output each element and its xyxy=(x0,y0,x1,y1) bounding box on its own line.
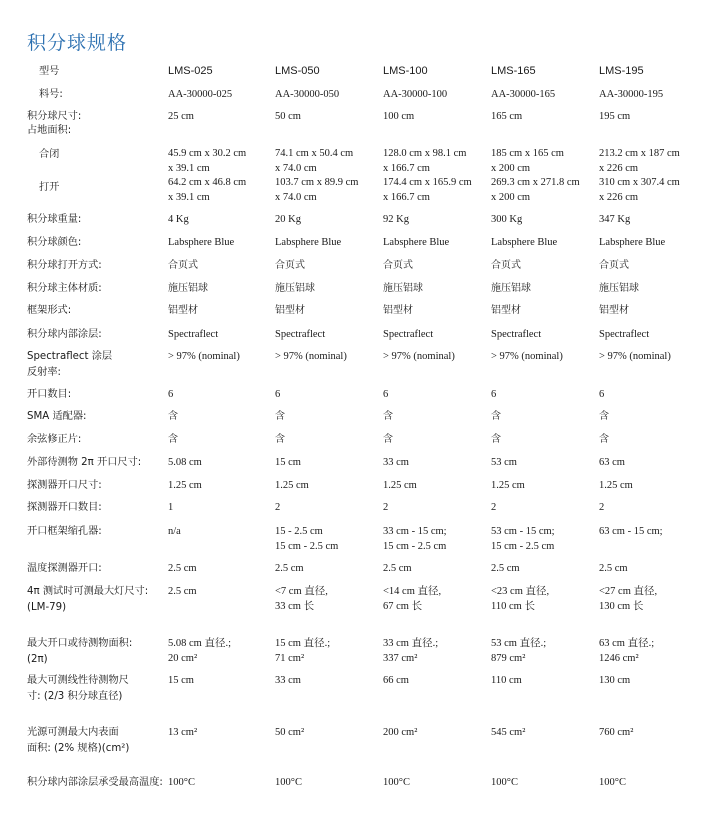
cell-max_lamp-5: <27 cm 直径, xyxy=(599,586,658,597)
cell-max_lamp-3: 67 cm 长 xyxy=(383,601,423,612)
cell-reducers-4: 15 cm - 2.5 cm xyxy=(491,541,555,552)
cell-max_temp-5: 100°C xyxy=(599,777,626,788)
cell-temp_port-3: 2.5 cm xyxy=(383,563,412,574)
cell-max_internal-5: 760 cm² xyxy=(599,727,634,738)
cell-open-2: 103.7 cm x 89.9 cm xyxy=(275,177,359,188)
model-header-1: LMS-025 xyxy=(168,65,213,77)
row-label-max_internal: 光源可测最大内表面 xyxy=(27,727,119,738)
cell-reflectance-1: > 97% (nominal) xyxy=(168,351,240,362)
cell-max_area-5: 1246 cm² xyxy=(599,653,639,664)
cell-coating-1: Spectraflect xyxy=(168,329,219,340)
cell-part_no-4: AA-30000-165 xyxy=(491,89,556,100)
cell-weight-2: 20 Kg xyxy=(275,214,301,225)
cell-weight-5: 347 Kg xyxy=(599,214,631,225)
cell-max_area-2: 15 cm 直径.; xyxy=(275,638,331,649)
row-label-reducers: 开口框架缩孔器: xyxy=(27,526,102,537)
cell-sma-3: 含 xyxy=(383,411,393,422)
cell-max_area-1: 5.08 cm 直径.; xyxy=(168,638,231,649)
row-label-max_lamp: (LM-79) xyxy=(27,602,67,613)
cell-max_lamp-2: 33 cm 长 xyxy=(275,601,315,612)
cell-weight-4: 300 Kg xyxy=(491,214,523,225)
cell-closed-3: 128.0 cm x 98.1 cm xyxy=(383,148,467,159)
cell-reducers-3: 15 cm - 2.5 cm xyxy=(383,541,447,552)
cell-cosine-4: 含 xyxy=(491,434,501,445)
row-label-max_internal: 面积: (2% 规格)(cm²) xyxy=(27,743,130,754)
cell-coating-2: Spectraflect xyxy=(275,329,326,340)
row-label-max_linear: 最大可测线性待测物尺 xyxy=(27,675,129,686)
row-label-temp_port: 温度探测器开口: xyxy=(27,563,102,574)
cell-reducers-2: 15 - 2.5 cm xyxy=(275,526,323,537)
cell-reducers-2: 15 cm - 2.5 cm xyxy=(275,541,339,552)
cell-reflectance-4: > 97% (nominal) xyxy=(491,351,563,362)
cell-max_area-1: 20 cm² xyxy=(168,653,198,664)
cell-max_linear-5: 130 cm xyxy=(599,675,631,686)
cell-ext_port-1: 5.08 cm xyxy=(168,457,202,468)
cell-sphere_size-5: 195 cm xyxy=(599,111,631,122)
cell-ext_port-3: 33 cm xyxy=(383,457,409,468)
cell-material-2: 施压铝球 xyxy=(275,283,315,294)
cell-reflectance-5: > 97% (nominal) xyxy=(599,351,671,362)
cell-det_port_count-3: 2 xyxy=(383,502,389,513)
cell-max_internal-4: 545 cm² xyxy=(491,727,526,738)
cell-sma-5: 含 xyxy=(599,411,609,422)
model-header-4: LMS-165 xyxy=(491,65,536,77)
cell-max_lamp-4: 110 cm 长 xyxy=(491,601,535,612)
cell-open-4: 269.3 cm x 271.8 cm xyxy=(491,177,580,188)
cell-max_area-4: 879 cm² xyxy=(491,653,526,664)
row-label-det_port_count: 探测器开口数目: xyxy=(27,502,102,513)
cell-closed-5: x 226 cm xyxy=(599,163,639,174)
cell-color-1: Labsphere Blue xyxy=(168,237,235,248)
row-label-max_area: 最大开口或待测物面积: xyxy=(27,638,133,649)
cell-max_temp-3: 100°C xyxy=(383,777,410,788)
row-label-coating: 积分球内部涂层: xyxy=(27,329,102,340)
cell-part_no-3: AA-30000-100 xyxy=(383,89,448,100)
cell-sma-4: 含 xyxy=(491,411,501,422)
cell-ext_port-4: 53 cm xyxy=(491,457,517,468)
cell-temp_port-2: 2.5 cm xyxy=(275,563,304,574)
cell-closed-5: 213.2 cm x 187 cm xyxy=(599,148,680,159)
cell-open-3: 174.4 cm x 165.9 cm xyxy=(383,177,472,188)
cell-closed-1: 45.9 cm x 30.2 cm xyxy=(168,148,247,159)
cell-det_port_count-4: 2 xyxy=(491,502,497,513)
cell-cosine-3: 含 xyxy=(383,434,393,445)
row-label-footprint: 占地面积: xyxy=(27,125,72,136)
row-label-max_lamp: 4π 测试时可测最大灯尺寸: xyxy=(27,586,149,597)
model-header-5: LMS-195 xyxy=(599,65,644,77)
row-label-part_no: 料号: xyxy=(39,89,63,100)
cell-sphere_size-1: 25 cm xyxy=(168,111,194,122)
cell-max_area-3: 33 cm 直径.; xyxy=(383,638,439,649)
cell-max_lamp-3: <14 cm 直径, xyxy=(383,586,442,597)
model-header-2: LMS-050 xyxy=(275,65,320,77)
row-label-max_linear: 寸: (2/3 积分球直径) xyxy=(27,691,123,702)
cell-cosine-2: 含 xyxy=(275,434,285,445)
cell-det_port_size-1: 1.25 cm xyxy=(168,480,202,491)
cell-closed-3: x 166.7 cm xyxy=(383,163,430,174)
cell-max_lamp-5: 130 cm 长 xyxy=(599,601,644,612)
cell-max_linear-2: 33 cm xyxy=(275,675,301,686)
cell-closed-2: 74.1 cm x 50.4 cm xyxy=(275,148,354,159)
cell-closed-4: x 200 cm xyxy=(491,163,531,174)
row-label-model: 型号 xyxy=(39,66,60,77)
cell-sphere_size-4: 165 cm xyxy=(491,111,523,122)
cell-part_no-5: AA-30000-195 xyxy=(599,89,664,100)
cell-open-5: x 226 cm xyxy=(599,192,639,203)
cell-frame-4: 铝型材 xyxy=(491,305,521,316)
cell-reducers-4: 53 cm - 15 cm; xyxy=(491,526,555,537)
cell-reducers-3: 33 cm - 15 cm; xyxy=(383,526,447,537)
cell-open-3: x 166.7 cm xyxy=(383,192,430,203)
row-label-reflectance: 反射率: xyxy=(27,367,61,378)
cell-max_area-3: 337 cm² xyxy=(383,653,418,664)
page-title: 积分球规格 xyxy=(27,32,128,54)
cell-ports-5: 6 xyxy=(599,389,605,400)
cell-max_temp-4: 100°C xyxy=(491,777,518,788)
row-label-max_area: (2π) xyxy=(27,654,48,665)
cell-temp_port-5: 2.5 cm xyxy=(599,563,628,574)
cell-det_port_size-4: 1.25 cm xyxy=(491,480,525,491)
row-label-reflectance: Spectraflect 涂层 xyxy=(27,351,113,362)
row-label-color: 积分球颜色: xyxy=(27,237,82,248)
row-label-sphere_size: 积分球尺寸: xyxy=(27,111,82,122)
cell-sma-2: 含 xyxy=(275,411,285,422)
cell-weight-3: 92 Kg xyxy=(383,214,409,225)
cell-open-2: x 74.0 cm xyxy=(275,192,317,203)
cell-max_lamp-1: 2.5 cm xyxy=(168,586,197,597)
cell-cosine-5: 含 xyxy=(599,434,609,445)
cell-color-3: Labsphere Blue xyxy=(383,237,450,248)
cell-open_method-1: 合页式 xyxy=(168,260,198,271)
row-label-ports: 开口数目: xyxy=(27,389,72,400)
cell-max_internal-2: 50 cm² xyxy=(275,727,305,738)
row-label-open_method: 积分球打开方式: xyxy=(27,260,102,271)
cell-closed-1: x 39.1 cm xyxy=(168,163,210,174)
cell-frame-2: 铝型材 xyxy=(275,305,305,316)
cell-max_area-5: 63 cm 直径.; xyxy=(599,638,655,649)
cell-max_linear-3: 66 cm xyxy=(383,675,409,686)
cell-reflectance-2: > 97% (nominal) xyxy=(275,351,347,362)
cell-ports-1: 6 xyxy=(168,389,174,400)
row-label-max_temp: 积分球内部涂层承受最高温度: xyxy=(27,777,163,788)
cell-material-5: 施压铝球 xyxy=(599,283,639,294)
row-label-ext_port: 外部待测物 2π 开口尺寸: xyxy=(27,457,142,468)
cell-max_linear-4: 110 cm xyxy=(491,675,522,686)
cell-open-4: x 200 cm xyxy=(491,192,531,203)
cell-det_port_size-3: 1.25 cm xyxy=(383,480,417,491)
cell-part_no-2: AA-30000-050 xyxy=(275,89,340,100)
cell-max_area-4: 53 cm 直径.; xyxy=(491,638,547,649)
cell-open_method-2: 合页式 xyxy=(275,260,305,271)
cell-ports-2: 6 xyxy=(275,389,281,400)
cell-max_temp-2: 100°C xyxy=(275,777,302,788)
cell-color-2: Labsphere Blue xyxy=(275,237,342,248)
cell-ports-3: 6 xyxy=(383,389,389,400)
cell-temp_port-1: 2.5 cm xyxy=(168,563,197,574)
cell-max_temp-1: 100°C xyxy=(168,777,195,788)
cell-det_port_size-5: 1.25 cm xyxy=(599,480,633,491)
cell-coating-5: Spectraflect xyxy=(599,329,650,340)
row-label-sma: SMA 适配器: xyxy=(27,411,87,422)
cell-open-5: 310 cm x 307.4 cm xyxy=(599,177,680,188)
model-header-3: LMS-100 xyxy=(383,65,428,77)
cell-det_port_size-2: 1.25 cm xyxy=(275,480,309,491)
cell-open-1: x 39.1 cm xyxy=(168,192,210,203)
cell-max_area-2: 71 cm² xyxy=(275,653,305,664)
row-label-closed: 合闭 xyxy=(39,149,60,160)
row-label-cosine: 余弦修正片: xyxy=(27,434,82,445)
cell-weight-1: 4 Kg xyxy=(168,214,189,225)
cell-sphere_size-3: 100 cm xyxy=(383,111,415,122)
cell-frame-3: 铝型材 xyxy=(383,305,413,316)
cell-max_lamp-4: <23 cm 直径, xyxy=(491,586,550,597)
cell-open_method-3: 合页式 xyxy=(383,260,413,271)
row-label-open: 打开 xyxy=(39,182,60,193)
cell-part_no-1: AA-30000-025 xyxy=(168,89,233,100)
cell-open_method-4: 合页式 xyxy=(491,260,521,271)
cell-max_lamp-2: <7 cm 直径, xyxy=(275,586,328,597)
cell-color-4: Labsphere Blue xyxy=(491,237,558,248)
cell-open-1: 64.2 cm x 46.8 cm xyxy=(168,177,247,188)
cell-coating-3: Spectraflect xyxy=(383,329,434,340)
cell-cosine-1: 含 xyxy=(168,434,178,445)
cell-ext_port-2: 15 cm xyxy=(275,457,301,468)
cell-max_internal-3: 200 cm² xyxy=(383,727,418,738)
cell-reducers-1: n/a xyxy=(168,526,181,537)
cell-sphere_size-2: 50 cm xyxy=(275,111,301,122)
cell-open_method-5: 合页式 xyxy=(599,260,629,271)
cell-reducers-5: 63 cm - 15 cm; xyxy=(599,526,663,537)
cell-det_port_count-5: 2 xyxy=(599,502,605,513)
cell-sma-1: 含 xyxy=(168,411,178,422)
row-label-weight: 积分球重量: xyxy=(27,214,82,225)
cell-material-4: 施压铝球 xyxy=(491,283,531,294)
row-label-det_port_size: 探测器开口尺寸: xyxy=(27,480,102,491)
cell-max_internal-1: 13 cm² xyxy=(168,727,198,738)
cell-frame-1: 铝型材 xyxy=(168,305,198,316)
cell-closed-2: x 74.0 cm xyxy=(275,163,317,174)
row-label-material: 积分球主体材质: xyxy=(27,283,102,294)
cell-ext_port-5: 63 cm xyxy=(599,457,625,468)
cell-det_port_count-1: 1 xyxy=(168,502,174,513)
cell-color-5: Labsphere Blue xyxy=(599,237,666,248)
cell-temp_port-4: 2.5 cm xyxy=(491,563,520,574)
row-label-frame: 框架形式: xyxy=(27,305,72,316)
cell-coating-4: Spectraflect xyxy=(491,329,542,340)
cell-closed-4: 185 cm x 165 cm xyxy=(491,148,564,159)
cell-frame-5: 铝型材 xyxy=(599,305,629,316)
cell-reflectance-3: > 97% (nominal) xyxy=(383,351,455,362)
cell-material-1: 施压铝球 xyxy=(168,283,208,294)
cell-det_port_count-2: 2 xyxy=(275,502,281,513)
cell-max_linear-1: 15 cm xyxy=(168,675,194,686)
cell-material-3: 施压铝球 xyxy=(383,283,423,294)
cell-ports-4: 6 xyxy=(491,389,497,400)
